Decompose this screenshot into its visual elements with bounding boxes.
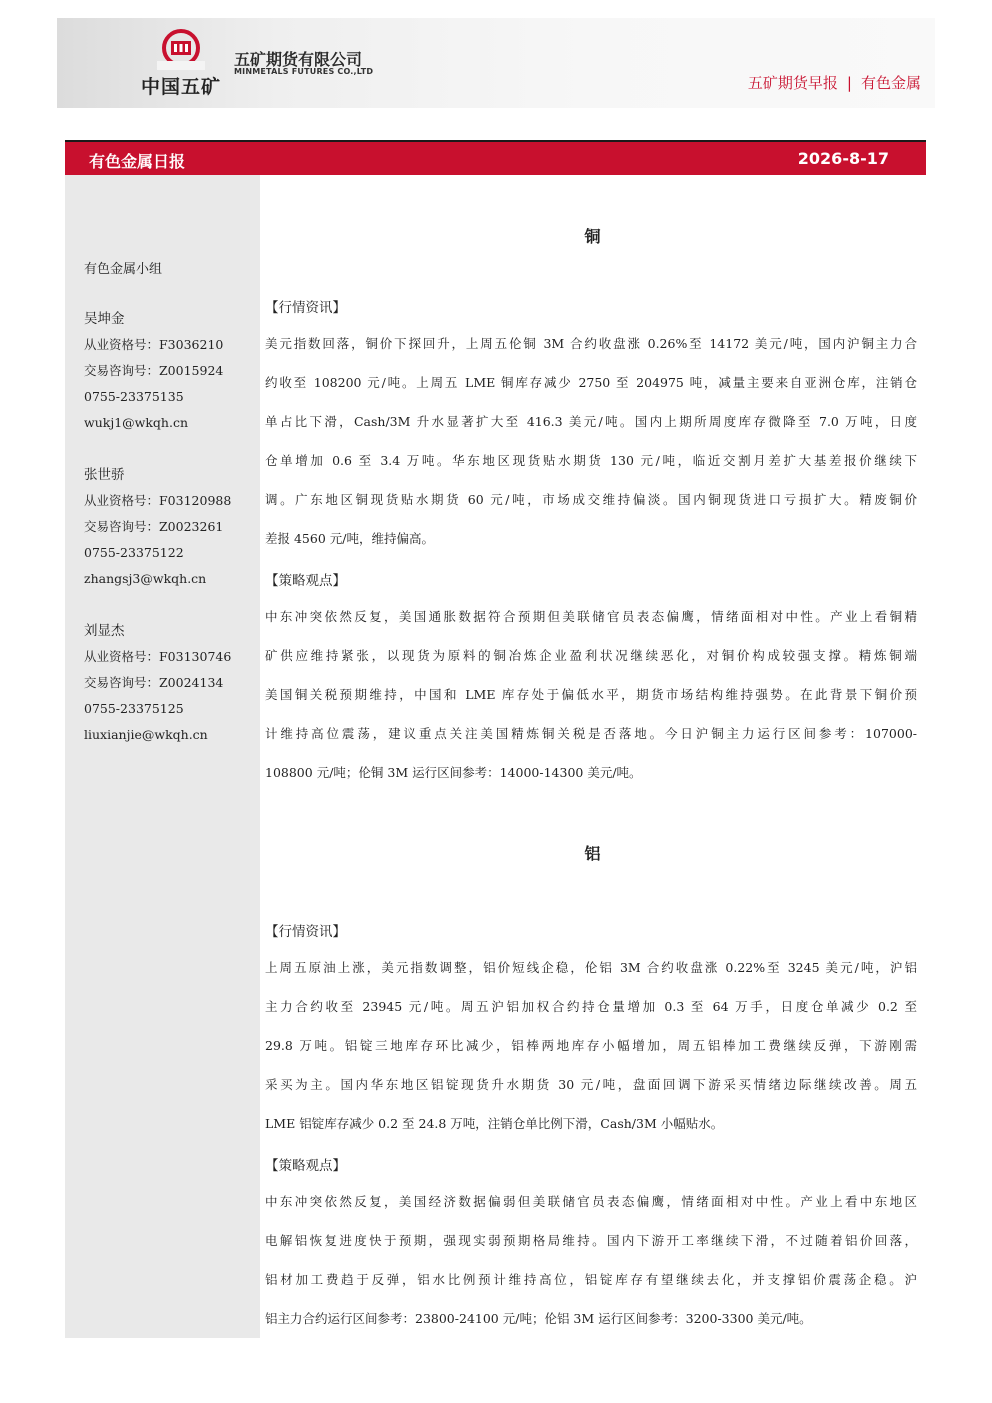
analyst-email: liuxianjie@wkqh.cn bbox=[84, 727, 208, 742]
team-name: 有色金属小组 bbox=[84, 262, 163, 277]
analyst-name: 吴坤金 bbox=[84, 311, 125, 327]
analyst-email: zhangsj3@wkqh.cn bbox=[84, 571, 207, 586]
section-title-aluminium: 铝 bbox=[584, 844, 601, 863]
analyst-card bbox=[84, 462, 231, 592]
analyst-name: 刘显杰 bbox=[84, 623, 125, 639]
analyst-license: 从业资格号：F03120988 bbox=[84, 493, 232, 508]
paragraph-line: 29.8 万吨。铝锭三地库存环比减少，铝棒两地库存小幅增加，周五铝棒加工费继续反弹，下游刚需 bbox=[265, 1038, 917, 1053]
report-date: 2026-8-17 bbox=[797, 149, 889, 168]
market-news-label: 【行情资讯】 bbox=[265, 924, 346, 940]
analyst-name: 张世骄 bbox=[84, 467, 125, 483]
paragraph-line: 铝主力合约运行区间参考：23800-24100 元/吨；伦铝 3M 运行区间参考：3200-3300 美元/吨。 bbox=[265, 1311, 812, 1326]
report-title-bar bbox=[65, 140, 926, 175]
strategy-label: 【策略观点】 bbox=[265, 573, 346, 589]
paragraph-line: 108800 元/吨；伦铜 3M 运行区间参考：14000-14300 美元/吨。 bbox=[265, 765, 642, 780]
paragraph-line: 美国铜关税预期维持，中国和 LME 库存处于偏低水平，期货市场结构维持强势。在此背景下铜价预 bbox=[265, 687, 917, 702]
paragraph-line: 调。广东地区铜现货贴水期货 60 元/吨，市场成交维持偏淡。国内铜现货进口亏损扩大。精废铜价 bbox=[265, 492, 917, 507]
section-title-copper: 铜 bbox=[584, 227, 601, 246]
analyst-phone: 0755-23375122 bbox=[84, 545, 184, 560]
strategy-paragraph bbox=[265, 1182, 917, 1338]
header-separator: | bbox=[846, 74, 852, 92]
paragraph-line: 上周五原油上涨，美元指数调整，铝价短线企稳，伦铝 3M 合约收盘涨 0.22%至 3245 美元/吨，沪铝 bbox=[265, 960, 917, 975]
logo-text: 中国五矿 bbox=[141, 76, 222, 98]
paragraph-line: 采买为主。国内华东地区铝锭现货升水期货 30 元/吨，盘面回调下游采买情绪边际继续改善。周五 bbox=[265, 1077, 917, 1092]
paragraph-line: 矿供应维持紧张，以现货为原料的铜冶炼企业盈利状况继续恶化，对铜价构成较强支撑。精炼铜端 bbox=[265, 648, 917, 663]
market-news-label: 【行情资讯】 bbox=[265, 300, 346, 316]
analyst-card bbox=[84, 306, 223, 436]
paragraph-line: 中东冲突依然反复，美国经济数据偏弱但美联储官员表态偏鹰，情绪面相对中性。产业上看中东地区 bbox=[265, 1194, 917, 1209]
report-title: 有色金属日报 bbox=[89, 152, 186, 171]
market-news-paragraph bbox=[265, 324, 917, 558]
market-news-paragraph bbox=[265, 948, 917, 1143]
paragraph-line: 差报 4560 元/吨，维持偏高。 bbox=[265, 531, 434, 546]
paragraph-line: 仓单增加 0.6 至 3.4 万吨。华东地区现货贴水期货 130 元/吨，临近交割月差扩大基差报价继续下 bbox=[265, 453, 917, 468]
paragraph-line: LME 铝锭库存减少 0.2 至 24.8 万吨，注销仓单比例下滑，Cash/3M 小幅贴水。 bbox=[265, 1116, 724, 1131]
category-label: 有色金属 bbox=[860, 74, 921, 92]
paragraph-line: 约收至 108200 元/吨。上周五 LME 铜库存减少 2750 至 204975 吨，减量主要来自亚洲仓库，注销仓 bbox=[265, 375, 917, 390]
paragraph-line: 主力合约收至 23945 元/吨。周五沪铝加权合约持仓量增加 0.3 至 64 万手，日度仓单减少 0.2 至 bbox=[265, 999, 917, 1014]
paragraph-line: 美元指数回落，铜价下探回升，上周五伦铜 3M 合约收盘涨 0.26%至 14172 美元/吨，国内沪铜主力合 bbox=[265, 336, 917, 351]
header-category bbox=[748, 72, 921, 93]
paragraph-line: 单占比下滑，Cash/3M 升水显著扩大至 416.3 美元/吨。国内上期所周度库存微降至 7.0 万吨，日度 bbox=[265, 414, 917, 429]
analyst-phone: 0755-23375125 bbox=[84, 701, 184, 716]
page-header bbox=[57, 18, 935, 108]
analyst-phone: 0755-23375135 bbox=[84, 389, 184, 404]
strategy-label: 【策略观点】 bbox=[265, 1158, 346, 1174]
analyst-license: 从业资格号：F03130746 bbox=[84, 649, 232, 664]
analyst-license: 从业资格号：F3036210 bbox=[84, 337, 224, 352]
analyst-email: wukj1@wkqh.cn bbox=[84, 415, 189, 430]
paragraph-line: 中东冲突依然反复，美国通胀数据符合预期但美联储官员表态偏鹰，情绪面相对中性。产业上看铜精 bbox=[265, 609, 917, 624]
company-name-cn: 五矿期货有限公司 bbox=[234, 50, 363, 69]
analyst-consult-id: 交易咨询号：Z0023261 bbox=[84, 519, 224, 534]
analyst-sidebar bbox=[65, 175, 260, 1338]
analyst-consult-id: 交易咨询号：Z0024134 bbox=[84, 675, 224, 690]
analyst-consult-id: 交易咨询号：Z0015924 bbox=[84, 363, 224, 378]
paragraph-line: 铝材加工费趋于反弹，铝水比例预计维持高位，铝锭库存有望继续去化，并支撑铝价震荡企稳。沪 bbox=[265, 1272, 917, 1287]
analyst-card bbox=[84, 618, 231, 748]
paragraph-line: 电解铝恢复进度快于预期，强现实弱预期格局维持。国内下游开工率继续下滑，不过随着铝价回落， bbox=[265, 1233, 917, 1248]
strategy-paragraph bbox=[265, 597, 917, 792]
minmetals-logo-icon bbox=[157, 28, 205, 72]
paragraph-line: 计维持高位震荡，建议重点关注美国精炼铜关税是否落地。今日沪铜主力运行区间参考：107000- bbox=[265, 726, 917, 741]
report-series: 五矿期货早报 bbox=[747, 74, 838, 92]
company-name-en: MINMETALS FUTURES CO.,LTD bbox=[234, 67, 374, 76]
